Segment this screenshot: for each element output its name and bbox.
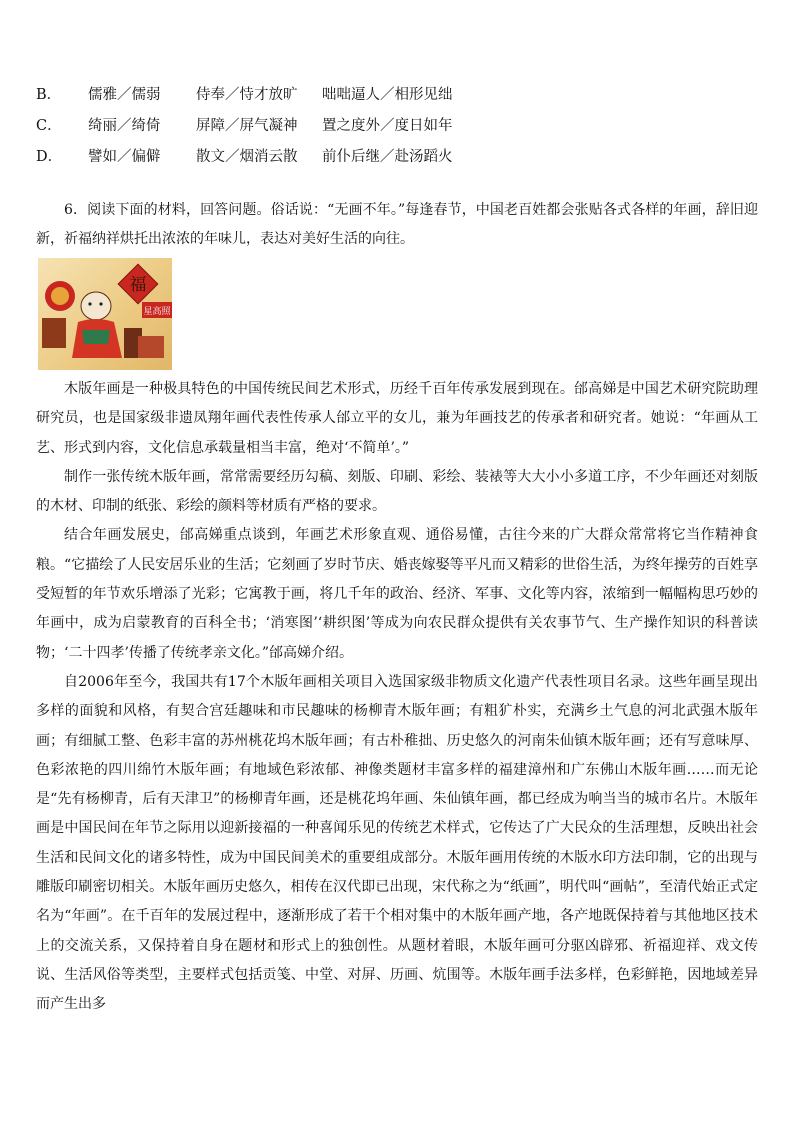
- option-pair-2: 侍奉／恃才放旷: [196, 87, 298, 103]
- option-pair-1: 譬如／偏僻: [88, 149, 161, 165]
- child-head: [81, 292, 111, 320]
- option-pair-3: 咄咄逼人／相形见绌: [322, 87, 453, 103]
- drum-stand: [42, 318, 66, 348]
- brand-label: 星高照: [143, 307, 171, 317]
- paragraph: 制作一张传统木版年画，常常需要经历勾稿、刻版、印刷、彩绘、装裱等大大小小多道工序，不少年画还对刻版的木材、印制的纸张、彩绘的颜料等材质有严格的要求。: [36, 468, 758, 515]
- question-6: [36, 196, 758, 254]
- option-label: B．: [36, 87, 62, 103]
- answer-options: [36, 80, 756, 173]
- option-label: D．: [36, 149, 63, 165]
- new-year-painting-image: [38, 258, 172, 370]
- question-text: 6．阅读下面的材料，回答问题。俗话说：“无画不年。”每逢春节，中国老百姓都会张贴各式各样的年画，辞旧迎新，祈福纳祥烘托出浓浓的年味儿，表达对美好生活的向往。: [36, 202, 758, 247]
- new-year-painting-illustration: [38, 258, 172, 370]
- option-c[interactable]: [36, 111, 756, 142]
- article-body: [36, 375, 758, 1020]
- option-pair-1: 绮丽／绮倚: [88, 118, 161, 134]
- option-d[interactable]: [36, 142, 756, 173]
- paragraph: 结合年画发展史，邰高娣重点谈到，年画艺术形象直观、通俗易懂，古往今来的广大群众常常将它当作精神食粮。“它描绘了人民安居乐业的生活；它刻画了岁时节庆、婚丧嫁娶等平凡而又精彩的世俗生活，为终年操劳的百姓享受短暂的年节欢乐增添了光彩；它寓教于画，将几千年的政治、经济、军事、文化等内容，浓缩到一幅幅构思巧妙的年画中，成为启蒙教育的百科全书；‘消寒图’‘耕织图’等成为向农民群众提供有关农事节气、生产操作知识的科普读物；‘二十四孝’传播了传统孝亲文化。”邰高娣介绍。: [36, 527, 758, 661]
- option-label: C．: [36, 118, 62, 134]
- option-pair-1: 儒雅／儒弱: [88, 87, 161, 103]
- option-pair-3: 置之度外／度日如年: [322, 118, 453, 134]
- paragraph: 木版年画是一种极具特色的中国传统民间艺术形式，历经千百年传承发展到现在。邰高娣是中国艺术研究院助理研究员，也是国家级非遗凤翔年画代表性传承人邰立平的女儿，兼为年画技艺的传承者和研究者。她说：“年画从工艺、形式到内容，文化信息承载量相当丰富，绝对‘不简单’。”: [36, 381, 758, 456]
- fu-character: 福: [129, 275, 147, 295]
- option-pair-2: 屏障／屏气凝神: [196, 118, 298, 134]
- option-b[interactable]: [36, 80, 756, 111]
- option-pair-3: 前仆后继／赴汤蹈火: [322, 149, 453, 165]
- option-pair-2: 散文／烟消云散: [196, 149, 298, 165]
- paragraph: 自2006年至今，我国共有17个木版年画相关项目入选国家级非物质文化遗产代表性项目名录。这些年画呈现出多样的面貌和风格，有契合宫廷趣味和市民趣味的杨柳青木版年画；有粗犷朴实，充满乡土气息的河北武强木版年画；有细腻工整、色彩丰富的苏州桃花坞木版年画；有古朴稚拙、历史悠久的河南朱仙镇木版年画；还有写意味厚、色彩浓艳的四川绵竹木版年画；有地域色彩浓郁、神像类题材丰富多样的福建漳州和广东佛山木版年画……而无论是“先有杨柳青，后有天津卫”的杨柳青年画，还是桃花坞年画、朱仙镇年画，都已经成为响当当的城市名片。木版年画是中国民间在年节之际用以迎新接福的一种喜闻乐见的传统艺术样式，它传达了广大民众的生活理想，反映出社会生活和民间文化的诸多特性，成为中国民间美术的重要组成部分。木版年画用传统的木版水印方法印制，它的出现与雕版印刷密切相关。木版年画历史悠久，相传在汉代即已出现，宋代称之为“纸画”，明代叫“画帖”，至清代始正式定名为“年画”。在千百年的发展过程中，逐渐形成了若干个相对集中的木版年画产地，各产地既保持着与其他地区技术上的交流关系，又保持着自身在题材和形式上的独创性。从题材着眼，木版年画可分驱凶辟邪、祈福迎祥、戏文传说、生活风俗等类型，主要样式包括贡笺、中堂、对屏、历画、炕围等。木版年画手法多样，色彩鲜艳，因地域差异而产生出多: [36, 673, 758, 1013]
